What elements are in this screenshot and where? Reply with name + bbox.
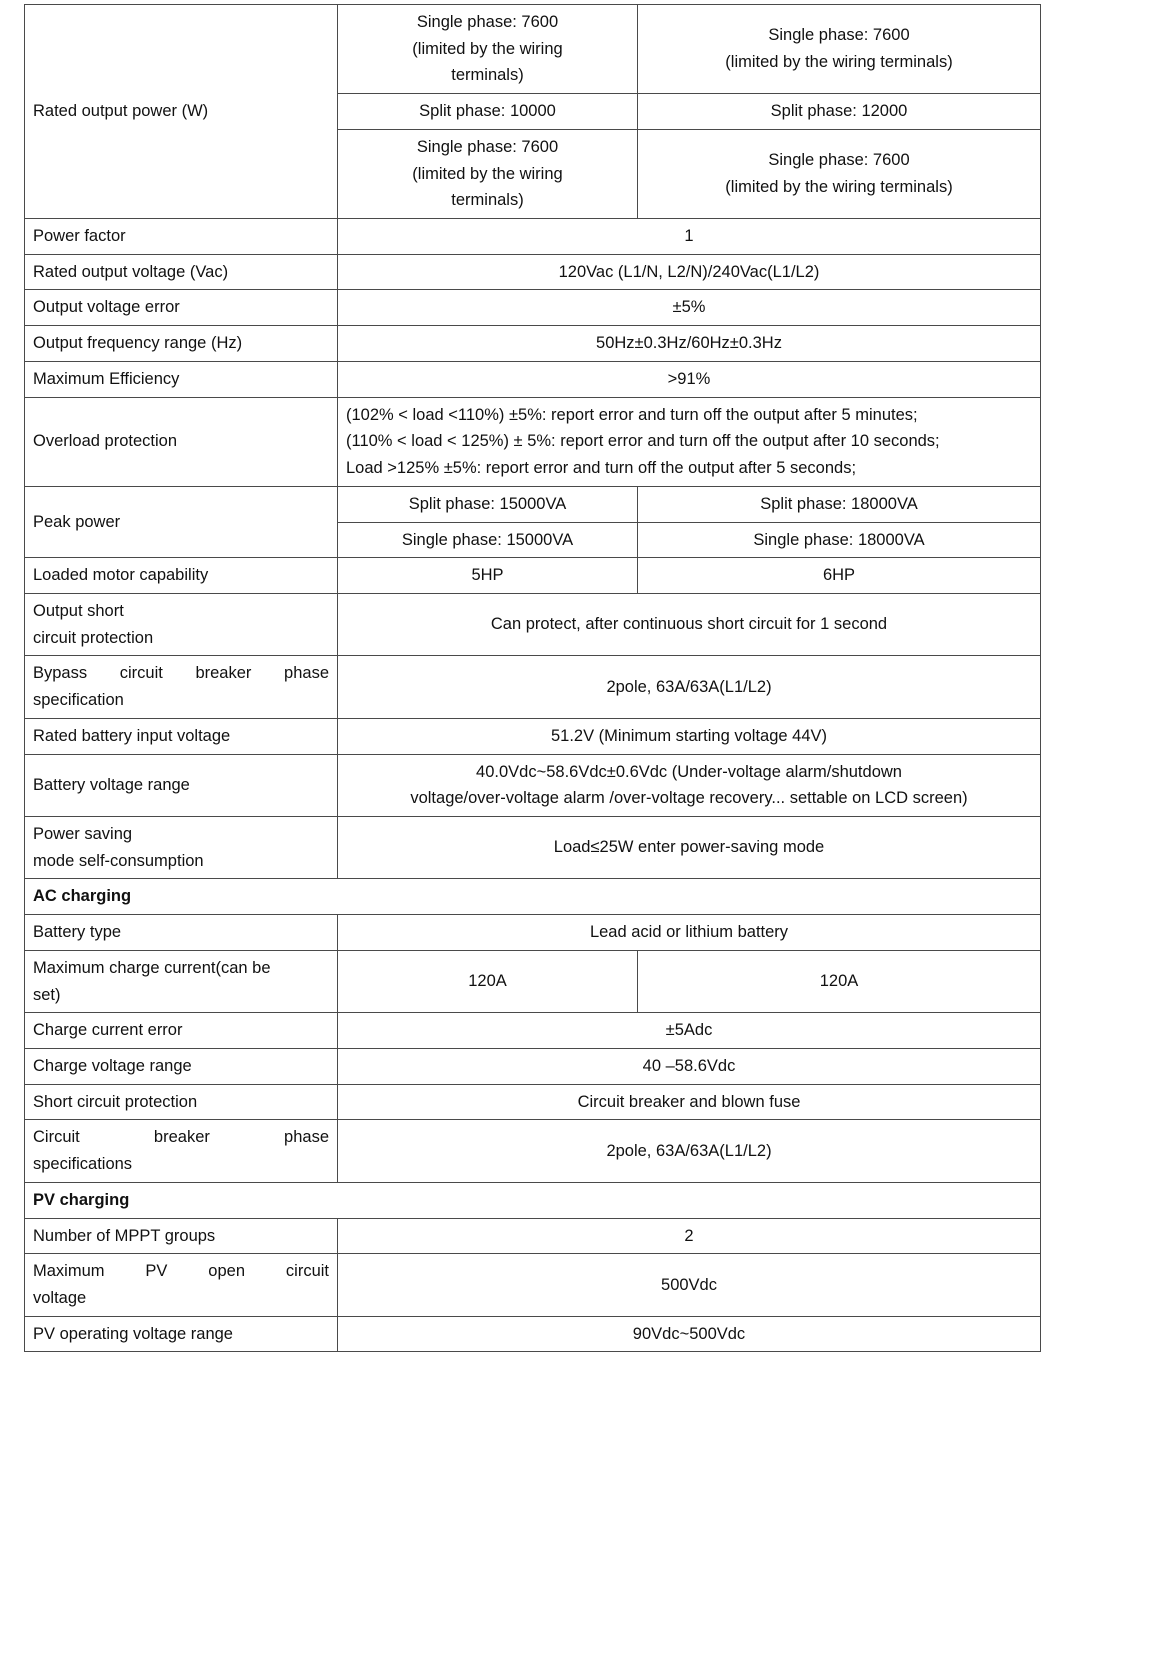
cell-rated-battery-input-voltage-value: 51.2V (Minimum starting voltage 44V) [338, 718, 1041, 754]
cell-short-circuit-protection-value: Circuit breaker and blown fuse [338, 1084, 1041, 1120]
overload-line-1: (102% < load <110%) ±5%: report error and turn off the output after 5 minutes; [346, 405, 918, 424]
row-label-battery-voltage-range: Battery voltage range [25, 754, 338, 816]
cell-peak-power-split-b: Split phase: 18000VA [638, 486, 1041, 522]
table-row [25, 486, 1041, 522]
max-pv-label-line-2: voltage [33, 1289, 87, 1308]
cell-rated-output-power-top-b: Single phase: 7600 (limited by the wiring terminals) [638, 5, 1041, 94]
cell-battery-voltage-range-value: 40.0Vdc~58.6Vdc±0.6Vdc (Under-voltage alarm/shutdown voltage/over-voltage alarm /over-voltage recovery... settable on LCD screen) [338, 754, 1041, 816]
cell-rated-output-power-top-a: Single phase: 7600 (limited by the wiring terminals) [338, 5, 638, 94]
cell-pv-operating-voltage-range-value: 90Vdc~500Vdc [338, 1316, 1041, 1352]
row-label-short-circuit-protection: Short circuit protection [25, 1084, 338, 1120]
table-row [25, 290, 1041, 326]
max-pv-label-line-1: Maximum PV open circuit [33, 1262, 329, 1281]
cell-loaded-motor-capability-a: 5HP [338, 558, 638, 594]
cell-maximum-charge-current-a: 120A [338, 950, 638, 1012]
table-row [25, 254, 1041, 290]
table-row [25, 1182, 1041, 1218]
circuit-breaker-label-line-1: Circuit breaker phase [33, 1128, 329, 1147]
row-label-rated-output-voltage: Rated output voltage (Vac) [25, 254, 338, 290]
cell-maximum-charge-current-b: 120A [638, 950, 1041, 1012]
row-label-maximum-charge-current: Maximum charge current(can be set) [25, 950, 338, 1012]
table-row [25, 915, 1041, 951]
row-label-rated-battery-input-voltage: Rated battery input voltage [25, 718, 338, 754]
table-row [25, 1316, 1041, 1352]
cell-output-frequency-range-value: 50Hz±0.3Hz/60Hz±0.3Hz [338, 326, 1041, 362]
cell-peak-power-single-b: Single phase: 18000VA [638, 522, 1041, 558]
row-label-circuit-breaker-specs [25, 1120, 338, 1182]
row-label-power-factor: Power factor [25, 219, 338, 255]
row-label-output-voltage-error: Output voltage error [25, 290, 338, 326]
cell-charge-current-error-value: ±5Adc [338, 1013, 1041, 1049]
row-label-overload-protection: Overload protection [25, 397, 338, 486]
cell-output-short-circuit-protection-value: Can protect, after continuous short circuit for 1 second [338, 593, 1041, 655]
table-row [25, 950, 1041, 1012]
table-row [25, 1120, 1041, 1182]
row-label-output-frequency-range: Output frequency range (Hz) [25, 326, 338, 362]
cell-battery-type-value: Lead acid or lithium battery [338, 915, 1041, 951]
row-label-peak-power: Peak power [25, 486, 338, 557]
row-label-rated-output-power: Rated output power (W) [25, 5, 338, 219]
cell-rated-output-power-split-b: Split phase: 12000 [638, 94, 1041, 130]
table-row [25, 879, 1041, 915]
row-label-power-saving-mode: Power saving mode self-consumption [25, 816, 338, 878]
table-row [25, 1218, 1041, 1254]
specification-table [24, 4, 1041, 1352]
row-label-loaded-motor-capability: Loaded motor capability [25, 558, 338, 594]
table-row [25, 1049, 1041, 1085]
table-row [25, 5, 1041, 94]
table-row [25, 656, 1041, 718]
table-row [25, 397, 1041, 486]
table-row [25, 816, 1041, 878]
cell-rated-output-power-split-a: Split phase: 10000 [338, 94, 638, 130]
cell-rated-output-voltage-value: 120Vac (L1/N, L2/N)/240Vac(L1/L2) [338, 254, 1041, 290]
row-label-maximum-pv-open-circuit-voltage [25, 1254, 338, 1316]
cell-number-of-mppt-groups-value: 2 [338, 1218, 1041, 1254]
cell-rated-output-power-single-b: Single phase: 7600 (limited by the wiring terminals) [638, 129, 1041, 218]
cell-bypass-circuit-breaker-value: 2pole, 63A/63A(L1/L2) [338, 656, 1041, 718]
row-label-bypass-circuit-breaker [25, 656, 338, 718]
bypass-label-line-1: Bypass circuit breaker phase [33, 664, 329, 683]
cell-maximum-efficiency-value: >91% [338, 361, 1041, 397]
table-row [25, 1013, 1041, 1049]
row-label-charge-current-error: Charge current error [25, 1013, 338, 1049]
row-label-pv-operating-voltage-range: PV operating voltage range [25, 1316, 338, 1352]
table-row [25, 361, 1041, 397]
table-row [25, 1084, 1041, 1120]
row-label-output-short-circuit-protection: Output short circuit protection [25, 593, 338, 655]
circuit-breaker-label-line-2: specifications [33, 1155, 133, 1174]
cell-power-factor-value: 1 [338, 219, 1041, 255]
table-row [25, 754, 1041, 816]
cell-peak-power-single-a: Single phase: 15000VA [338, 522, 638, 558]
row-label-number-of-mppt-groups: Number of MPPT groups [25, 1218, 338, 1254]
table-row [25, 593, 1041, 655]
cell-maximum-pv-open-circuit-voltage-value: 500Vdc [338, 1254, 1041, 1316]
section-header-pv-charging: PV charging [25, 1182, 1041, 1218]
bypass-label-line-2: specification [33, 691, 124, 710]
row-label-charge-voltage-range: Charge voltage range [25, 1049, 338, 1085]
cell-circuit-breaker-specs-value: 2pole, 63A/63A(L1/L2) [338, 1120, 1041, 1182]
row-label-battery-type: Battery type [25, 915, 338, 951]
cell-output-voltage-error-value: ±5% [338, 290, 1041, 326]
cell-charge-voltage-range-value: 40 –58.6Vdc [338, 1049, 1041, 1085]
table-row [25, 1254, 1041, 1316]
cell-rated-output-power-single-a: Single phase: 7600 (limited by the wiring terminals) [338, 129, 638, 218]
cell-loaded-motor-capability-b: 6HP [638, 558, 1041, 594]
table-row [25, 326, 1041, 362]
overload-line-3: Load >125% ±5%: report error and turn off the output after 5 seconds; [346, 459, 857, 478]
cell-overload-protection-value [338, 397, 1041, 486]
row-label-maximum-efficiency: Maximum Efficiency [25, 361, 338, 397]
table-row [25, 558, 1041, 594]
section-header-ac-charging: AC charging [25, 879, 1041, 915]
cell-power-saving-mode-value: Load≤25W enter power-saving mode [338, 816, 1041, 878]
cell-peak-power-split-a: Split phase: 15000VA [338, 486, 638, 522]
overload-line-2: (110% < load < 125%) ± 5%: report error and turn off the output after 10 seconds; [346, 432, 940, 451]
table-row [25, 219, 1041, 255]
table-row [25, 718, 1041, 754]
